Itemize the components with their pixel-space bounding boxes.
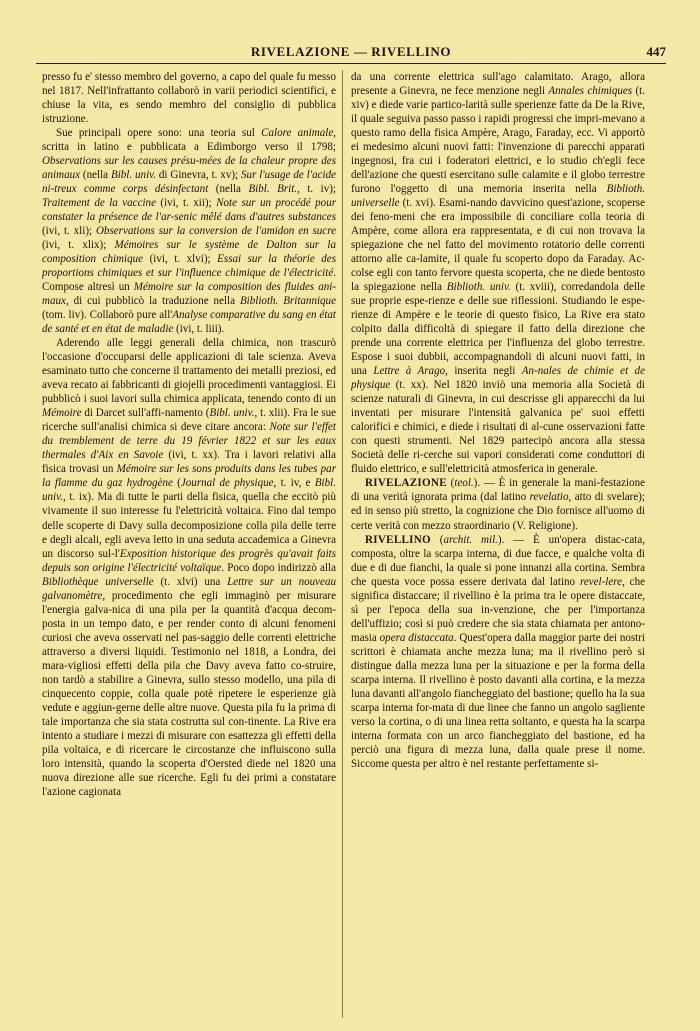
body-text: (ivi, t. xlvi); bbox=[143, 253, 218, 266]
italic-text: Note sur un procédé pour constater la présence de l'ar-senic mêlé dans d'autres substances bbox=[42, 197, 336, 224]
italic-text: Annales chimiques bbox=[548, 85, 633, 98]
body-text: (tom. liv). Collaborò pure all' bbox=[42, 309, 173, 322]
italic-text: Mémoire sur la composition des fluides ani-maux bbox=[42, 281, 336, 308]
paragraph-p6 bbox=[351, 533, 645, 771]
italic-text: Biblioth. Britannique bbox=[239, 295, 336, 308]
italic-text: Mémoires sur le système de Dalton sur la composition chimique bbox=[42, 239, 336, 266]
entry-headword: RIVELAZIONE bbox=[365, 477, 447, 490]
italic-text: Observations sur la conversion de l'amidon en sucre bbox=[95, 225, 336, 238]
body-text: . Quest'opera dalla maggior parte dei nostri scrittori è chiamata anche mezza luna; ma il rivellino però si distingue dalla mezza luna per la situazione e per la forma della scarpa interna. Il rivellino è posto davanti alla cortina, e la mezza luna davanti all'angolo fiancheggiato del bastione; quello ha la sua scarpa interna for-mata di due linee che fanno un angolo sagliente verso la cortina, o di una linea retta soltanto, e questa ha la scarpa interna formata con un arco fiancheggiato del bastione, ed ha perciò una figura di mezza luna, dalla quale prese il nome. Siccome questa per altro è nel restante perfettamente si- bbox=[351, 631, 645, 770]
italic-text: Sur l'usage de l'acide ni-treux comme corps désinfectant bbox=[42, 169, 336, 196]
column-divider bbox=[342, 70, 343, 1018]
body-text: (ivi, t. liii). bbox=[173, 323, 225, 336]
body-text: , procedimento che egli immaginò per misurare l'energia galva-nica di una pila per la quantità d'acqua decom-posta in un tempo dato, e per render conto di alcuni fenomeni curiosi che aveva osservati nel pas-saggio delle correnti elettriche attraverso a diversi liquidi. Testimonio nel 1818, a Londra, dei mara-vigliosi effetti della pila che Davy aveva fatto co-struire, non tardò a stabilire a Ginevra, sullo stesso modello, una pila di cinquecento coppie, colla quale potè ripetere le esperienze già vedute e aggiun-gerne delle altre nuove. Questa pila fu la prima di tale importanza che sia stata costrutta sul con-tinente. La Rive era intento a studiare i mezzi di misurare con esattezza gli effetti della pila voltaica, e di ricercare le circostanze che influiscono sulla loro intensità, quando la scoperta d'Oersted diede nel 1820 una nuova direzione alle sue ricerche. Egli fu dei primi a constatare l'azione cagionata bbox=[42, 589, 336, 798]
body-text: (nella bbox=[208, 183, 249, 196]
italic-text: Lettre à Arago bbox=[373, 365, 446, 378]
body-text: . Compose altresì un bbox=[42, 267, 336, 294]
paragraph-p4 bbox=[351, 70, 645, 476]
italic-text: Journal de physique bbox=[180, 477, 274, 490]
italic-text: Bibliothèque universelle bbox=[42, 575, 154, 588]
body-text: da una corrente elettrica sull'ago calamitato. Arago, allora presente a Ginevra, ne fece menzione negli bbox=[351, 71, 645, 98]
body-text: , di cui pubblicò la traduzione nella bbox=[65, 295, 240, 308]
paragraph-p1 bbox=[42, 70, 336, 126]
right-column bbox=[351, 70, 645, 1020]
italic-text: archit. mil. bbox=[443, 533, 498, 546]
page-header bbox=[36, 44, 666, 64]
body-text: , inserita negli bbox=[445, 365, 522, 378]
body-text: (t. xviii), corredandola delle sue proprie espe-rienze e delle sue riflessioni. Studiando le espe-rienze di Ampère e le teorie di questo fisico, La Rive era stato colpito dalla difficoltà di spiegare il fatto della direzione che prende una corrente elettrica per l'influenza del globo terrestre. Espose i suoi dubbii, accompagnandoli di alcuni nuovi fatti, in una bbox=[351, 281, 645, 378]
body-text: , scritta in latino e pubblicata a Edimborgo verso il 1798; bbox=[42, 127, 336, 154]
paragraph-p5 bbox=[351, 476, 645, 532]
body-text: ). — È un'opera distac-cata, composta, oltre la scarpa interna, di due facce, e qualche volta di due e di due fianchi, la quale si pone innanzi alla cortina. Sembra che questa voce possa essere derivata dal latino bbox=[351, 533, 645, 588]
body-text: ( bbox=[446, 477, 455, 490]
italic-text: Analyse comparative du sang en état de santé et en état de maladie bbox=[42, 309, 336, 336]
italic-text: revelatio bbox=[529, 491, 569, 504]
body-text: . Poco dopo indirizzò alla bbox=[221, 561, 336, 574]
italic-text: Bibl. univ. bbox=[209, 407, 255, 420]
italic-text: Essai sur la théorie des proportions chimiques et sur l'influence chimique de l'électricité bbox=[42, 253, 336, 280]
body-text: , t. xlii). Fra le sue ricerche sull'analisi chimica si deve citare ancora: bbox=[42, 407, 336, 434]
paragraph-p2 bbox=[42, 126, 336, 336]
italic-text: Calore animale bbox=[261, 127, 334, 140]
body-text: (ivi, t. xii); bbox=[155, 197, 217, 210]
italic-text: Mémoire bbox=[42, 407, 82, 420]
entry-headword: RIVELLINO bbox=[365, 533, 431, 546]
body-text: , atto di svelare); ed in senso più stretto, la cognizione che Dio fornisce all'uomo di certe verità con mezzo straordinario (V. Religione). bbox=[351, 491, 645, 532]
body-text: (t. xiv) e diede varie partico-larità sulle sperienze fatte da De la Rive, il quale seguiva passo passo i rapidi progressi che impri-mevano a questo ramo della fisica Ampère, Arago, Faraday, ecc. Vi apportò ei medesimo alcuni nuovi fatti: l'invenzione di parecchi apparati ingegnosi, fra cui i foderatori elettrici, e lo studio ch'egli fece dell'azione che questi esercitano sulle calamite e il globo terrestre furono l'oggetto di una memoria inserita nella bbox=[351, 85, 645, 196]
body-text: di Darcet sull'affi-namento ( bbox=[81, 407, 210, 420]
italic-text: Biblioth. universelle bbox=[351, 183, 645, 210]
body-text: (ivi, t. xlix); bbox=[42, 239, 115, 252]
body-text: (ivi, t. xx). Tra i lavori relativi alla fisica trovasi un bbox=[42, 449, 336, 476]
body-text: , t. iv, e bbox=[273, 477, 315, 490]
body-text: (nella bbox=[80, 169, 111, 182]
body-text: (t. xvi). Esami-nando davvicino quest'azione, scoperse dei feno-meni che era impossibile di conciliare colla teoria di Ampère, come allora era rappresentata, e di cui non trovava la spiegazione che nel fatto del movimento rotatorio delle correnti attorno alle ca-lamite, il quale fu scoperto dopo da Faraday. Ac-colse egli con tanto fervore questa scoperta, che ne diede bentosto la spiegazione nella bbox=[351, 197, 645, 294]
italic-text: opera distaccata bbox=[379, 631, 454, 644]
header-rule bbox=[36, 63, 666, 64]
body-text: ). — È in generale la mani-festazione di una verità ignorata prima (dal latino bbox=[351, 477, 645, 504]
italic-text: Lettre sur un nouveau galvanomètre bbox=[42, 575, 336, 602]
body-text: ( bbox=[430, 533, 444, 546]
body-text: presso fu e' stesso membro del governo, a capo del quale fu messo nel 1817. Nell'infrattanto collaborò in varii periodici scientifici, e chiuse la vita, es sendo membro del consiglio di pubblica istruzione. bbox=[42, 71, 336, 126]
body-text: Aderendo alle leggi generali della chimica, non trascurò l'occasione d'occuparsi delle applicazioni di tale scienza. Aveva esaminato tutto che concerne il trattamento dei metalli preziosi, ed aveva recato ai fabbricanti di giojelli procedimenti vantaggiosi. Ei pubblicò i suoi lavori sulla chimica applicata, tenendo conto di un bbox=[42, 337, 336, 406]
body-text: , t. iv); bbox=[297, 183, 336, 196]
italic-text: Bibl. Brit. bbox=[248, 183, 298, 196]
body-text: di Ginevra, t. xv); bbox=[156, 169, 241, 182]
page-number: 447 bbox=[646, 44, 666, 59]
italic-text: Exposition historique des progrès qu'avait faits depuis son origine l'électricité voltaïque bbox=[42, 547, 336, 574]
body-text: (ivi, t. xli); bbox=[42, 225, 96, 238]
italic-text: Bibl. univ. bbox=[110, 169, 156, 182]
body-text: (t. xlvi) una bbox=[153, 575, 228, 588]
paragraph-p3 bbox=[42, 336, 336, 799]
italic-text: Bibl. univ. bbox=[42, 477, 336, 504]
running-title: RIVELAZIONE — RIVELLINO bbox=[250, 44, 452, 59]
italic-text: revel-lere bbox=[579, 575, 623, 588]
body-text: Sue principali opere sono: una teoria sul bbox=[56, 127, 262, 140]
left-column bbox=[42, 70, 336, 1020]
italic-text: Mémoire sur les sons produits dans les tubes par la flamme du gaz hydrogène bbox=[42, 463, 336, 490]
body-text: , t. ix). Ma di tutte le parti della fisica, quella che eccitò più vivamente il suo interesse fu l'elettricità voltaica. Fino dal tempo delle scoperte di Davy sulla decomposizione colla pila delle terre e degli alcali, egli aveva letto in una seduta accademica a Ginevra un discorso sul-l' bbox=[42, 491, 336, 560]
body-text: ( bbox=[172, 477, 181, 490]
italic-text: Observations sur les causes présu-mées de la chaleur propre des animaux bbox=[42, 155, 336, 182]
italic-text: Biblioth. univ. bbox=[446, 281, 511, 294]
italic-text: teol. bbox=[454, 477, 474, 490]
body-text: , che significa distaccare; il rivellino è la prima tra le opere distaccate, sì per l'epoca della sua in-venzione, che per l'importanza dell'uffizio; così si può credere che sia stata chiamata per antono-masia bbox=[351, 575, 645, 644]
italic-text: An-nales de chimie et de physique bbox=[351, 365, 645, 392]
italic-text: Traitement de la vaccine bbox=[42, 197, 156, 210]
italic-text: Note sur l'effet du tremblement de terre du 19 février 1822 et sur les eaux thermales d'Aix en Savoie bbox=[42, 421, 336, 462]
body-text: (t. xx). Nel 1820 inviò una memoria alla Società di scienze naturali di Ginevra, in cui descrisse gli apparecchi da lui inventati per misurare l'intensità galvanica pe' suoi effetti calorifici e chimici, e diede i risultati di al-cune osservazioni fatte con questi strumenti. Nel 1829 partecipò ancora alla stessa Società delle ri-cerche sui vapori considerati come conduttori di fluido elettrico, e sull'elettricità atmosferica in generale. bbox=[351, 379, 645, 476]
